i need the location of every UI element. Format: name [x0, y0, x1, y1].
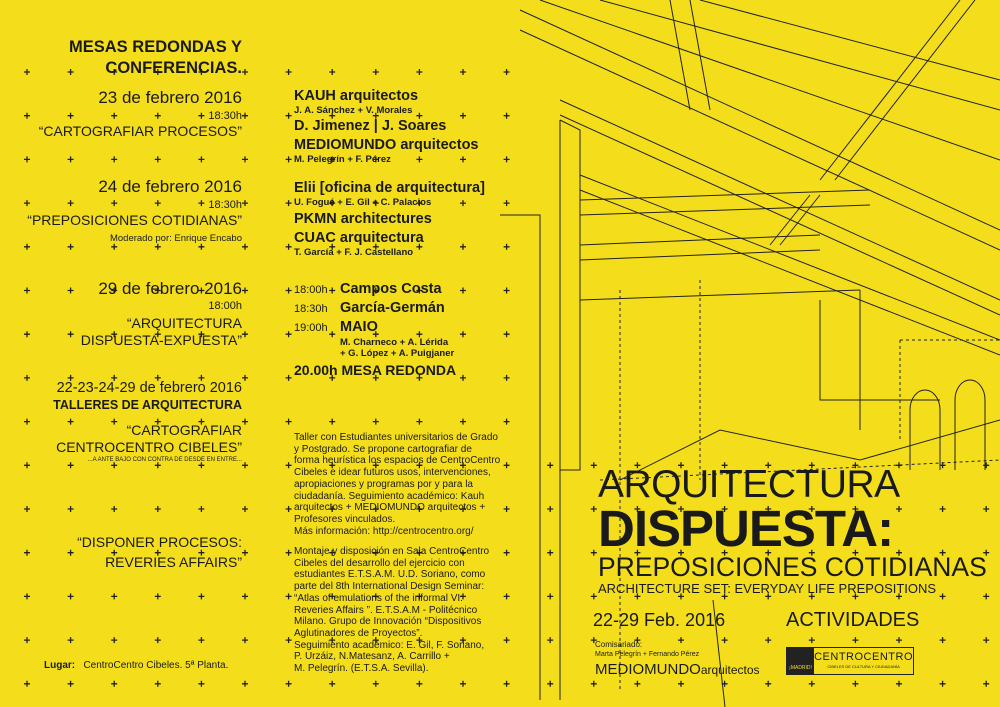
cover-dates: 22-29 Feb. 2016	[593, 610, 726, 630]
paragraph-line: parte del 8th International Design Seminar:	[294, 581, 485, 593]
plus-mark	[460, 288, 466, 294]
plus-mark	[242, 419, 248, 425]
plus-mark	[460, 69, 466, 75]
plus-mark	[286, 637, 292, 643]
title-line-4: ARCHITECTURE SET: EVERYDAY LIFE PREPOSITIONS	[598, 581, 937, 596]
centrocentro-tagline: CIBELES DE CULTURA Y CIUDADANÍA	[827, 664, 900, 669]
plus-mark	[504, 331, 510, 337]
participant-org: MEDIOMUNDO arquitectos	[294, 137, 479, 153]
plus-mark	[286, 288, 292, 294]
plus-mark	[504, 419, 510, 425]
event-1	[20, 88, 242, 140]
plus-mark	[591, 550, 597, 556]
plus-mark	[504, 156, 510, 162]
participant-org: Elii [oficina de arquitectura]	[294, 180, 485, 196]
plus-mark	[809, 681, 815, 687]
plus-mark	[155, 244, 161, 250]
plus-mark	[242, 69, 248, 75]
plus-mark	[329, 69, 335, 75]
paragraph-line: Seguimiento académico: E. Gil, F. Soriano,	[294, 639, 485, 651]
plus-mark	[242, 375, 248, 381]
paragraph-line: Cibeles del desarrollo del ejercicio con	[294, 557, 465, 569]
plus-mark	[547, 681, 553, 687]
plus-mark	[242, 593, 248, 599]
plus-mark	[198, 244, 204, 250]
workshop-title: REVERIES AFFAIRS”	[105, 554, 242, 570]
participant-names: J. A. Sánchez + V. Morales	[294, 105, 413, 116]
plus-mark	[416, 419, 422, 425]
mediomundo-suffix: arquitectos	[700, 663, 760, 677]
activities-label: ACTIVIDADES	[786, 609, 920, 631]
plus-mark	[111, 244, 117, 250]
paragraph-line: Cibeles e idear futuros usos, intervenciones,	[294, 467, 491, 479]
plus-mark	[504, 593, 510, 599]
centrocentro-wordmark: CENTROCENTRO	[814, 651, 913, 663]
plus-mark	[547, 637, 553, 643]
plus-mark	[983, 637, 989, 643]
event-title: “CARTOGRAFIAR PROCESOS”	[38, 123, 242, 139]
plus-mark	[504, 506, 510, 512]
plus-mark	[852, 637, 858, 643]
plus-mark	[68, 244, 74, 250]
plus-mark	[286, 681, 292, 687]
plus-mark	[242, 156, 248, 162]
participant-names: U. Fogué + E. Gil + C. Palacios	[294, 197, 432, 208]
heading-line: MESAS REDONDAS Y	[69, 38, 242, 56]
event-date: 29 de febrero 2016	[98, 279, 242, 298]
workshop-description-1	[294, 432, 504, 537]
plus-mark	[722, 681, 728, 687]
plus-mark	[852, 681, 858, 687]
paragraph-line: ciudadanía. Seguimiento académico: Kauh	[294, 490, 485, 502]
event-2	[20, 177, 242, 244]
plus-mark	[286, 200, 292, 206]
plus-mark	[286, 462, 292, 468]
plus-mark	[634, 681, 640, 687]
plus-mark	[329, 419, 335, 425]
plus-mark	[591, 593, 597, 599]
title-line-2: DISPUESTA:	[598, 500, 894, 557]
plus-mark	[242, 462, 248, 468]
plus-mark	[68, 637, 74, 643]
event-title: DISPUESTA-EXPUESTA”	[80, 332, 242, 348]
plus-mark	[242, 200, 248, 206]
participants-group-1	[294, 88, 479, 165]
participant-org: D. Jimenez | J. Soares	[294, 118, 447, 134]
workshops	[20, 380, 242, 571]
paragraph-line: apropiaciones y programas por y para la	[294, 478, 473, 490]
paragraph-line: Taller con Estudiantes universitarios de Grado	[294, 432, 498, 443]
plus-mark	[111, 681, 117, 687]
plus-mark	[286, 244, 292, 250]
plus-mark	[111, 593, 117, 599]
event-date: 24 de febrero 2016	[98, 177, 242, 196]
round-table: 20.00h MESA REDONDA	[294, 362, 457, 378]
schedule-row	[294, 299, 456, 318]
plus-mark	[765, 637, 771, 643]
plus-mark	[242, 288, 248, 294]
venue-text: CentroCentro Cibeles. 5ª Planta.	[83, 660, 229, 671]
paragraph-line: Aglutinadores de Proyectos”.	[294, 627, 423, 639]
paragraph-line: Más información: http://centrocentro.org/	[294, 525, 474, 537]
plus-mark	[198, 681, 204, 687]
paragraph-line: arquitectos + MEDIOMUNDO arquitectos +	[294, 502, 486, 514]
cover-title	[598, 463, 987, 596]
plus-mark	[111, 156, 117, 162]
plus-mark	[460, 331, 466, 337]
plus-mark	[198, 637, 204, 643]
plus-mark	[460, 681, 466, 687]
event-3	[20, 279, 242, 349]
workshop-title: CENTROCENTRO CIBELES”	[56, 439, 242, 455]
workshop-label: TALLERES DE ARQUITECTURA	[53, 398, 242, 412]
plus-mark	[373, 69, 379, 75]
paragraph-line: estudiantes E.T.S.A.M. U.D. Soriano, como	[294, 569, 486, 581]
plus-mark	[373, 681, 379, 687]
schedule-org: Campos Costa	[340, 281, 442, 297]
plus-mark	[155, 156, 161, 162]
paragraph-line: Reveries Affairs ”. E.T.S.A.M - Politécnico	[294, 604, 478, 616]
title-line-1: ARQUITECTURA	[598, 463, 900, 506]
plus-mark	[896, 681, 902, 687]
plus-mark	[111, 637, 117, 643]
curators: Marta Pelegrín + Fernando Pérez	[595, 651, 700, 658]
plus-mark	[155, 637, 161, 643]
event-time: 18:00h	[208, 300, 242, 312]
plus-mark	[155, 593, 161, 599]
plus-mark	[24, 637, 30, 643]
centrocentro-text	[814, 648, 913, 674]
plus-mark	[373, 419, 379, 425]
plus-mark	[591, 506, 597, 512]
paragraph-line: y Postgrado. Se propone cartografiar de	[294, 443, 472, 455]
plus-mark	[242, 331, 248, 337]
plus-mark	[547, 593, 553, 599]
plus-mark	[416, 69, 422, 75]
plus-mark	[329, 681, 335, 687]
centrocentro-logo	[786, 647, 914, 675]
participant-org: PKMN architectures	[294, 211, 432, 227]
plus-mark	[286, 593, 292, 599]
participant-org: KAUH arquitectos	[294, 88, 419, 104]
plus-mark	[286, 419, 292, 425]
plus-mark	[504, 69, 510, 75]
plus-mark	[896, 637, 902, 643]
schedule-org: García-Germán	[340, 300, 445, 316]
plus-mark	[722, 637, 728, 643]
participant-names: M. Charneco + A. Lérida	[340, 337, 449, 348]
plus-mark	[678, 681, 684, 687]
plus-mark	[504, 288, 510, 294]
plus-mark	[24, 681, 30, 687]
participants-group-2	[294, 180, 485, 258]
schedule-time: 18:30h	[294, 303, 328, 315]
plus-mark	[547, 462, 553, 468]
workshop-subtitle: ...A ANTE BAJO CON CONTRA DE DESDE EN ENTRE...	[87, 457, 242, 463]
participant-org: CUAC arquitectura	[294, 230, 424, 246]
plus-mark	[286, 113, 292, 119]
plus-mark	[504, 637, 510, 643]
plus-mark	[504, 462, 510, 468]
event-time: 18:30h	[208, 110, 242, 122]
plus-mark	[242, 681, 248, 687]
schedule-time: 18:00h	[294, 284, 328, 296]
plus-mark	[504, 550, 510, 556]
curated-label: Comisariado:	[595, 640, 643, 649]
participant-names: M. Pelegrín + F. Pérez	[294, 154, 391, 165]
workshop-title: “CARTOGRAFIAR	[126, 422, 242, 438]
paragraph-line: “Atlas of emulations of the informal VI:	[294, 592, 463, 604]
plus-mark	[678, 637, 684, 643]
heading-line: CONFERENCIAS.	[105, 59, 242, 77]
plus-mark	[983, 681, 989, 687]
title-line-3: PREPOSICIONES COTIDIANAS	[598, 552, 987, 582]
plus-mark	[460, 375, 466, 381]
paragraph-line: M. Pelegrín. (E.T.S.A. Sevilla).	[294, 663, 429, 675]
schedule	[294, 280, 456, 379]
event-title: “ARQUITECTURA	[126, 315, 242, 331]
plus-mark	[286, 550, 292, 556]
venue-label: Lugar:	[44, 660, 76, 671]
mediomundo-logo	[595, 661, 760, 679]
plus-mark	[24, 244, 30, 250]
plus-mark	[68, 156, 74, 162]
schedule-row	[294, 280, 456, 299]
participant-names: T. García + F. J. Castellano	[294, 247, 414, 258]
workshop-description-2	[294, 546, 504, 675]
plus-mark	[504, 681, 510, 687]
plus-mark	[940, 681, 946, 687]
plus-mark	[68, 593, 74, 599]
plus-mark	[591, 681, 597, 687]
plus-mark	[504, 375, 510, 381]
paragraph-line: P. Urzáiz, N.Matesanz, A. Carrillo +	[294, 651, 450, 663]
madrid-logo: ¡MADRID!	[787, 648, 814, 674]
schedule-time: 19:00h	[294, 322, 328, 334]
event-date: 23 de febrero 2016	[98, 88, 242, 107]
paragraph-line: forma heurística los espacios de CentroCentro	[294, 455, 501, 467]
plus-mark	[547, 506, 553, 512]
event-time: 18:30h	[208, 199, 242, 211]
plus-mark	[286, 506, 292, 512]
plus-mark	[242, 550, 248, 556]
plus-mark	[24, 593, 30, 599]
plus-mark	[504, 113, 510, 119]
paragraph-line: Montaje y disposición en Sala CentroCentro	[294, 546, 490, 557]
workshop-date: 22-23-24-29 de febrero 2016	[56, 380, 242, 396]
plus-mark	[504, 244, 510, 250]
plus-mark	[24, 156, 30, 162]
paragraph-line: Milano. Grupo de Innovación “Dispositivos	[294, 616, 482, 628]
schedule-row	[294, 318, 456, 337]
plus-mark	[198, 156, 204, 162]
plus-mark	[591, 462, 597, 468]
plus-mark	[68, 681, 74, 687]
plus-mark	[242, 637, 248, 643]
plus-mark	[155, 681, 161, 687]
paragraph-line: Profesores vinculados.	[294, 513, 396, 525]
schedule-org: MAIO	[340, 319, 378, 335]
plus-mark	[809, 637, 815, 643]
plus-mark	[286, 69, 292, 75]
plus-mark	[416, 681, 422, 687]
participant-names: + G. López + A. Puigjaner	[340, 348, 455, 359]
plus-mark	[286, 331, 292, 337]
plus-mark	[242, 244, 248, 250]
plus-mark	[765, 681, 771, 687]
section-heading	[20, 37, 242, 79]
plus-mark	[547, 550, 553, 556]
plus-mark	[940, 637, 946, 643]
venue	[44, 660, 228, 672]
event-title: “PREPOSICIONES COTIDIANAS”	[27, 212, 242, 228]
plus-mark	[460, 419, 466, 425]
plus-mark	[242, 506, 248, 512]
mediomundo-wordmark: MEDIOMUNDO	[595, 661, 701, 678]
plus-mark	[286, 156, 292, 162]
workshop-title: “DISPONER PROCESOS:	[77, 534, 242, 550]
plus-mark	[242, 113, 248, 119]
plus-mark	[198, 593, 204, 599]
plus-mark	[504, 200, 510, 206]
event-moderator: Moderado por: Enrique Encabo	[109, 233, 242, 244]
plus-mark	[286, 375, 292, 381]
